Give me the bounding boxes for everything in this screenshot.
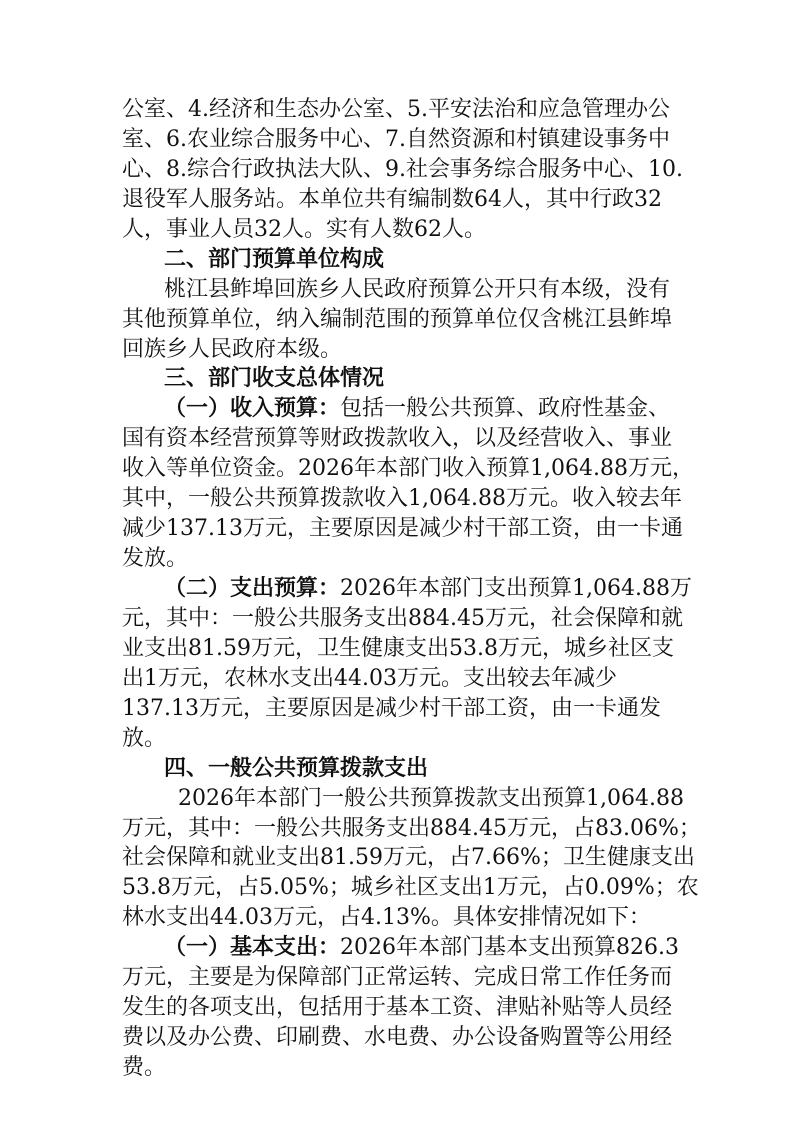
text-line: 万元，其中：一般公共服务支出884.45万元，占83.06%； bbox=[122, 816, 701, 841]
text-line: 林水支出44.03万元，占4.13%。具体安排情况如下： bbox=[122, 905, 651, 930]
text-line: 人，事业人员32人。实有人数62人。 bbox=[122, 217, 486, 242]
text-span: 2026年本部门支出预算1,064.88万 bbox=[340, 576, 692, 601]
text-line: 心、8.综合行政执法大队、9.社会事务综合服务中心、10. bbox=[122, 157, 683, 182]
subsection-heading: （一）基本支出： bbox=[164, 934, 341, 960]
text-line: 费。 bbox=[122, 1055, 167, 1080]
text-line: 国有资本经营预算等财政拨款收入，以及经营收入、事业 bbox=[122, 426, 673, 451]
text-line: 137.13万元，主要原因是减少村干部工资，由一卡通发 bbox=[122, 696, 661, 721]
text-line: 收入等单位资金。2026年本部门收入预算1,064.88万元， bbox=[122, 456, 694, 481]
text-line bbox=[164, 933, 793, 963]
text-line bbox=[164, 394, 793, 424]
text-line: 万元，主要是为保障部门正常运转、完成日常工作任务而 bbox=[122, 965, 673, 990]
text-line: 其他预算单位，纳入编制范围的预算单位仅含桃江县鲊埠 bbox=[122, 307, 673, 332]
text-line: 发放。 bbox=[122, 546, 189, 571]
text-line: 公室、4.经济和生态办公室、5.平安法治和应急管理办公 bbox=[122, 97, 670, 122]
text-line: 放。 bbox=[122, 726, 167, 751]
text-line: 发生的各项支出，包括用于基本工资、津贴补贴等人员经 bbox=[122, 995, 673, 1020]
text-line: 室、6.农业综合服务中心、7.自然资源和村镇建设事务中 bbox=[122, 127, 670, 152]
text-line: 社会保障和就业支出81.59万元，占7.66%；卫生健康支出 bbox=[122, 845, 695, 870]
text-span: 2026年本部门基本支出预算826.3 bbox=[340, 935, 679, 960]
section-heading: 二、部门预算单位构成 bbox=[164, 246, 385, 272]
text-line: 2026年本部门一般公共预算拨款支出预算1,064.88 bbox=[178, 786, 684, 811]
text-line: 回族乡人民政府本级。 bbox=[122, 337, 343, 362]
text-line: 业支出81.59万元，卫生健康支出53.8万元，城乡社区支 bbox=[122, 636, 674, 661]
subsection-heading: （一）收入预算： bbox=[164, 395, 341, 421]
text-line: 元，其中：一般公共服务支出884.45万元，社会保障和就 bbox=[122, 606, 683, 631]
subsection-heading: （二）支出预算： bbox=[164, 575, 341, 601]
text-line: 桃江县鲊埠回族乡人民政府预算公开只有本级，没有 bbox=[164, 277, 671, 302]
text-span: 包括一般公共预算、政府性基金、 bbox=[340, 396, 671, 421]
text-line: 其中，一般公共预算拨款收入1,064.88万元。收入较去年 bbox=[122, 486, 682, 511]
text-line: 费以及办公费、印刷费、水电费、办公设备购置等公用经 bbox=[122, 1025, 673, 1050]
text-line: 减少137.13万元，主要原因是减少村干部工资，由一卡通 bbox=[122, 516, 683, 541]
text-line: 退役军人服务站。本单位共有编制数64人，其中行政32 bbox=[122, 187, 662, 212]
section-heading: 三、部门收支总体情况 bbox=[164, 365, 385, 391]
text-line: 出1万元，农林水支出44.03万元。支出较去年减少 bbox=[122, 666, 617, 691]
text-line: 53.8万元，占5.05%；城乡社区支出1万元，占0.09%；农 bbox=[122, 875, 699, 900]
text-line bbox=[164, 574, 793, 604]
section-heading: 四、一般公共预算拨款支出 bbox=[164, 755, 429, 781]
